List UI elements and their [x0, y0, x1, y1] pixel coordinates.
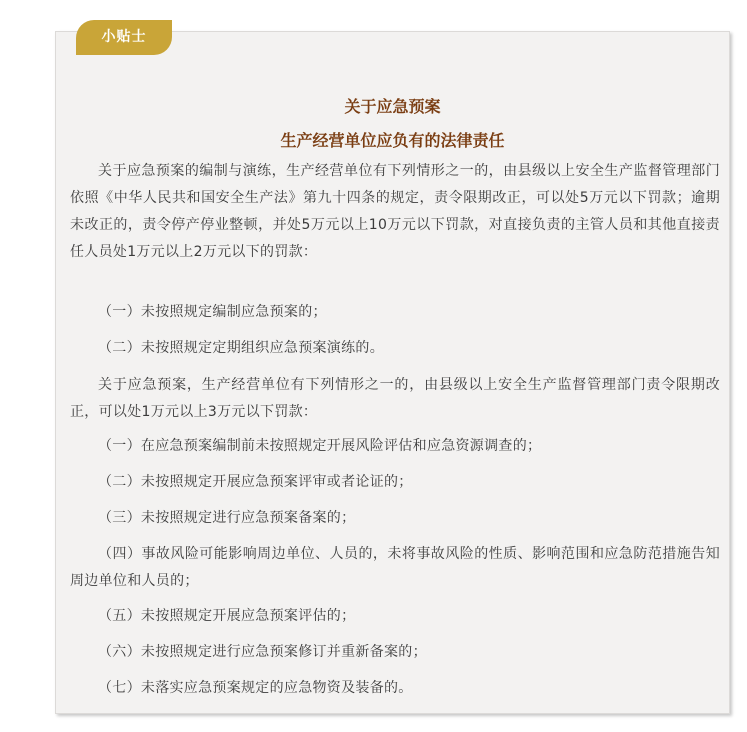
list-item: （四）事故风险可能影响周边单位、人员的，未将事故风险的性质、影响范围和应急防范措施告知周边单位和人员的； [70, 546, 720, 589]
list-item: （一）未按照规定编制应急预案的； [98, 304, 327, 320]
list-item: （五）未按照规定开展应急预案评估的； [98, 608, 356, 624]
tips-tag: 小贴士 [76, 20, 172, 55]
list-item: （六）未按照规定进行应急预案修订并重新备案的； [98, 644, 427, 660]
list-item: （三）未按照规定进行应急预案备案的； [98, 510, 356, 526]
list-item: （二）未按照规定定期组织应急预案演练的。 [98, 340, 384, 356]
list-item: （七）未落实应急预案规定的应急物资及装备的。 [98, 680, 413, 696]
paragraph-1: 关于应急预案的编制与演练，生产经营单位有下列情形之一的，由县级以上安全生产监督管理部门依照《中华人民共和国安全生产法》第九十四条的规定，责令限期改正，可以处5万元以下罚款；逾期未改正的，责令停产停业整顿，并处5万元以上10万元以下罚款，对直接负责的主管人员和其他直接责任人员处1万元以上2万元以下的罚款： [70, 163, 720, 260]
paragraph-2: 关于应急预案，生产经营单位有下列情形之一的，由县级以上安全生产监督管理部门责令限期改正，可以处1万元以上3万元以下罚款： [70, 377, 720, 420]
title-line-2: 生产经营单位应负有的法律责任 [280, 131, 505, 150]
list-item: （二）未按照规定开展应急预案评审或者论证的； [98, 474, 413, 490]
title-line-1: 关于应急预案 [344, 97, 441, 116]
list-item: （一）在应急预案编制前未按照规定开展风险评估和应急资源调查的； [98, 438, 542, 454]
